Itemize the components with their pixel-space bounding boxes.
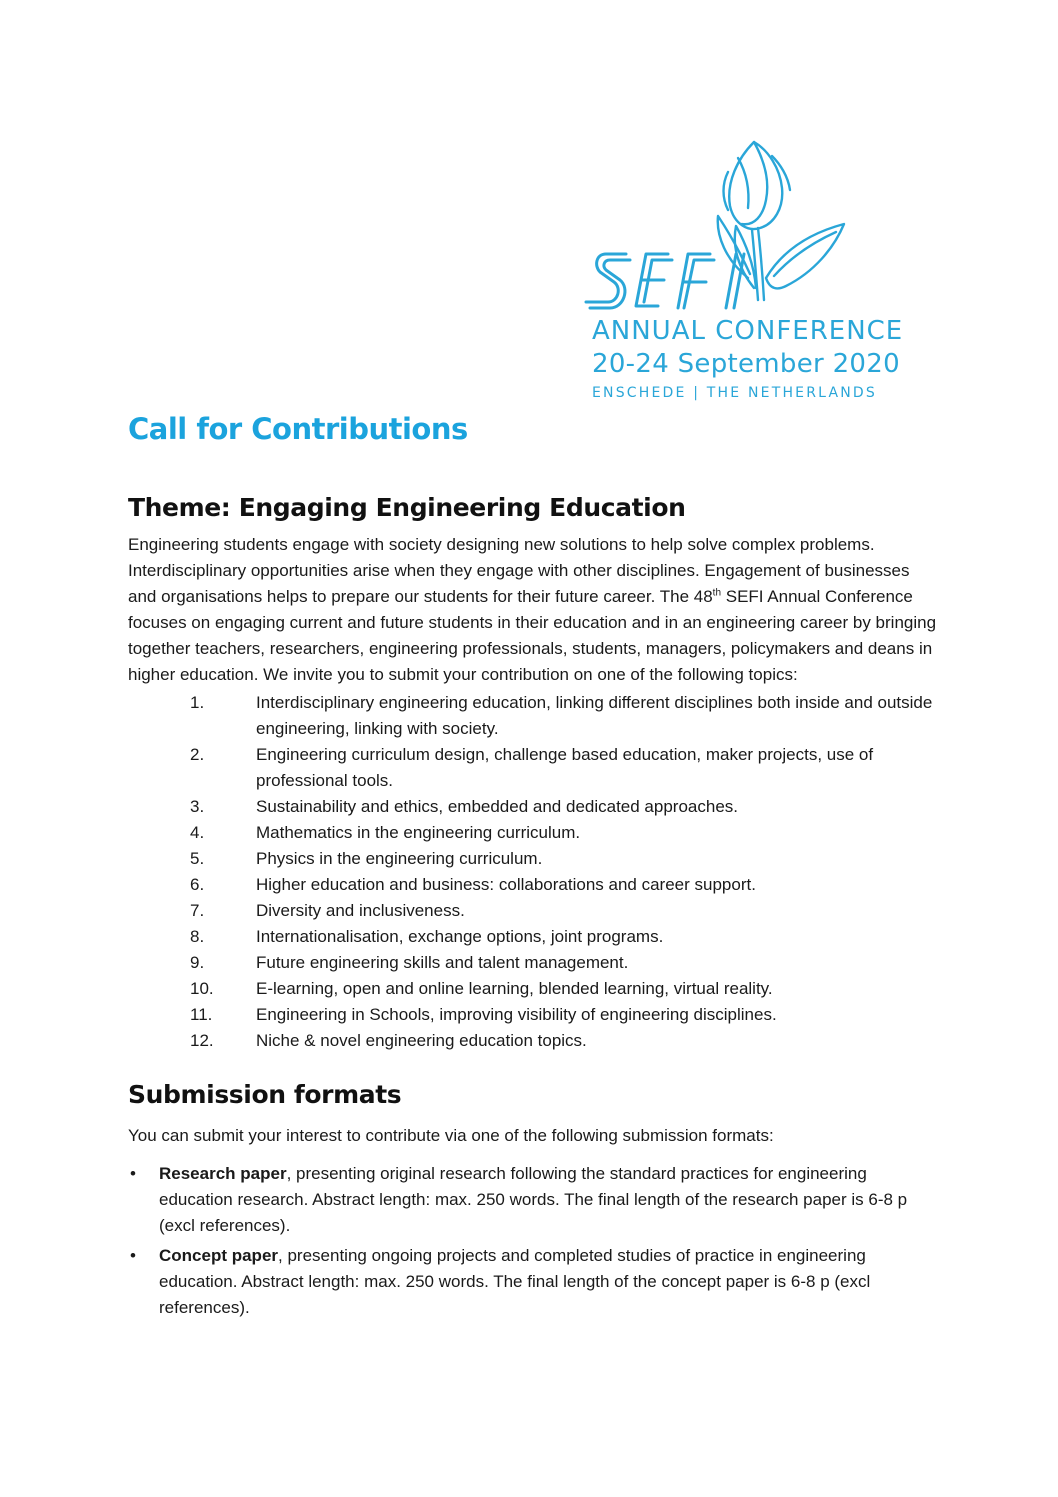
list-item-number: 8. (190, 927, 205, 946)
list-item-number: 12. (190, 1031, 214, 1050)
list-item-text: Higher education and business: collaborations and career support. (256, 875, 756, 894)
list-item (128, 1002, 938, 1028)
list-item (128, 898, 938, 924)
page-title: Call for Contributions (128, 412, 468, 446)
theme-intro-sup: th (712, 587, 722, 599)
list-item-number: 10. (190, 979, 214, 998)
submission-intro: You can submit your interest to contribute via one of the following submission formats: (128, 1126, 774, 1145)
conference-logo (578, 128, 918, 408)
list-item-text: Engineering curriculum design, challenge based education, maker projects, use of professional tools. (256, 745, 874, 790)
topics-list (128, 690, 938, 1054)
theme-intro-part1: Engineering students engage with society designing new solutions to help solve complex problems. Interdisciplinary opportunities arise when they engage with other disciplines. Engagement of businesses and organisations helps to prepare our students for their future career. The 48 (128, 535, 910, 606)
list-item-number: 5. (190, 849, 205, 868)
list-item (128, 794, 938, 820)
sefi-wordmark (584, 250, 764, 314)
main-content (128, 412, 938, 1325)
list-item (128, 924, 938, 950)
list-item-text: Internationalisation, exchange options, joint programs. (256, 927, 664, 946)
list-item-text: Engineering in Schools, improving visibility of engineering disciplines. (256, 1005, 777, 1024)
format-label: Research paper (159, 1164, 287, 1183)
theme-intro (128, 532, 938, 688)
bullet-icon: • (130, 1164, 136, 1183)
list-item (128, 1028, 938, 1054)
list-item-number: 2. (190, 745, 205, 764)
bullet-icon: • (130, 1246, 136, 1265)
format-text: , presenting ongoing projects and completed studies of practice in engineering education. Abstract length: max. 250 words. The final length of the concept paper is 6-8 p (excl references). (159, 1246, 871, 1317)
list-item-text: Future engineering skills and talent management. (256, 953, 629, 972)
list-item (128, 820, 938, 846)
formats-list (128, 1161, 938, 1321)
list-item-number: 9. (190, 953, 205, 972)
list-item-number: 1. (190, 693, 205, 712)
logo-location: ENSCHEDE | THE NETHERLANDS (592, 385, 877, 401)
logo-conference-label: ANNUAL CONFERENCE (592, 316, 904, 346)
list-item-text: Mathematics in the engineering curriculum. (256, 823, 581, 842)
list-item-number: 11. (190, 1005, 213, 1024)
list-item-text: Sustainability and ethics, embedded and dedicated approaches. (256, 797, 739, 816)
list-item (128, 1243, 938, 1321)
theme-intro-part2: SEFI Annual Conference focuses on engaging current and future students in their education and in an engineering career by bringing together teachers, researchers, engineering professionals, students, managers, policymakers and deans in higher education. We invite you to submit your contribution on one of the following topics: (128, 587, 937, 684)
list-item-text: Interdisciplinary engineering education, linking different disciplines both inside and outside engineering, linking with society. (256, 693, 933, 738)
list-item (128, 950, 938, 976)
list-item-text: Niche & novel engineering education topics. (256, 1031, 587, 1050)
list-item (128, 742, 938, 794)
list-item (128, 872, 938, 898)
list-item-number: 6. (190, 875, 205, 894)
theme-heading: Theme: Engaging Engineering Education (128, 493, 686, 522)
list-item-text: Diversity and inclusiveness. (256, 901, 465, 920)
list-item-number: 7. (190, 901, 205, 920)
submission-heading: Submission formats (128, 1080, 402, 1109)
list-item-number: 4. (190, 823, 205, 842)
list-item (128, 846, 938, 872)
list-item-text: Physics in the engineering curriculum. (256, 849, 543, 868)
list-item-number: 3. (190, 797, 205, 816)
list-item (128, 976, 938, 1002)
format-label: Concept paper (159, 1246, 279, 1265)
logo-dates: 20-24 September 2020 (592, 349, 900, 379)
list-item (128, 1161, 938, 1239)
format-text: , presenting original research following the standard practices for engineering education research. Abstract length: max. 250 words. The final length of the research paper is 6-8 p (excl references). (159, 1164, 908, 1235)
list-item (128, 690, 938, 742)
list-item-text: E-learning, open and online learning, blended learning, virtual reality. (256, 979, 773, 998)
